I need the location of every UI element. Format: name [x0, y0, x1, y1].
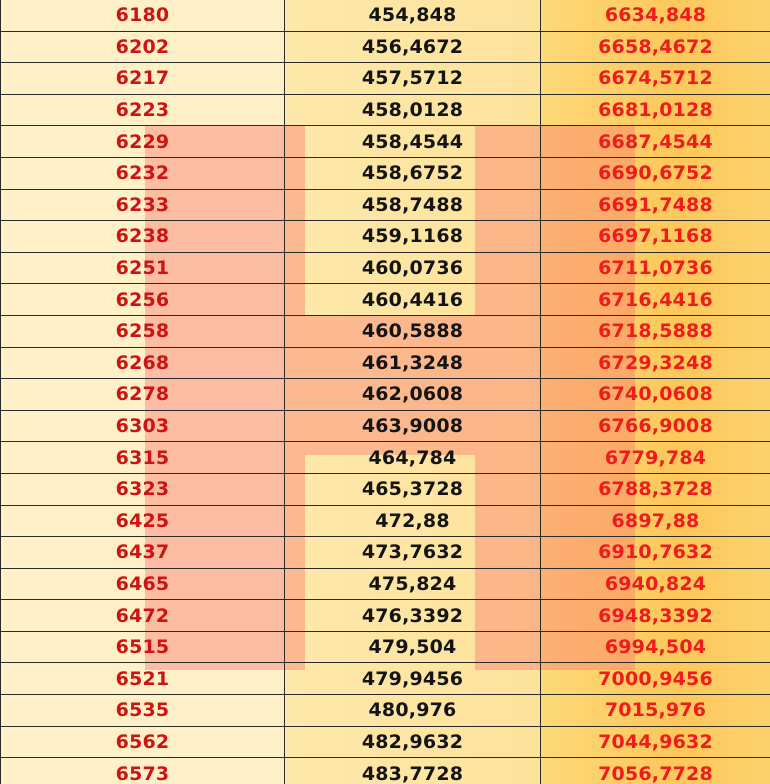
- total-value-cell[interactable]: 6994,504: [541, 631, 770, 663]
- id-cell[interactable]: 6251: [1, 252, 285, 284]
- id-cell[interactable]: 6315: [1, 442, 285, 474]
- base-value-cell[interactable]: 462,0608: [285, 379, 541, 411]
- id-cell[interactable]: 6573: [1, 758, 285, 784]
- base-value-cell[interactable]: 472,88: [285, 505, 541, 537]
- id-cell[interactable]: 6217: [1, 63, 285, 95]
- base-value-cell[interactable]: 483,7728: [285, 758, 541, 784]
- total-value-cell[interactable]: 6697,1168: [541, 221, 770, 253]
- id-cell[interactable]: 6256: [1, 284, 285, 316]
- table-row: [1, 284, 770, 316]
- total-value-cell[interactable]: 6716,4416: [541, 284, 770, 316]
- id-cell[interactable]: 6233: [1, 189, 285, 221]
- total-value-cell[interactable]: 6687,4544: [541, 126, 770, 158]
- table-row: [1, 252, 770, 284]
- base-value-cell[interactable]: 473,7632: [285, 537, 541, 569]
- table-row: [1, 126, 770, 158]
- base-value-cell[interactable]: 458,4544: [285, 126, 541, 158]
- total-value-cell[interactable]: 6681,0128: [541, 94, 770, 126]
- table-row: [1, 347, 770, 379]
- id-cell[interactable]: 6258: [1, 315, 285, 347]
- total-value-cell[interactable]: 6897,88: [541, 505, 770, 537]
- total-value-cell[interactable]: 6740,0608: [541, 379, 770, 411]
- id-cell[interactable]: 6238: [1, 221, 285, 253]
- table-row: [1, 473, 770, 505]
- total-value-cell[interactable]: 7044,9632: [541, 726, 770, 758]
- table-row: [1, 442, 770, 474]
- table-row: [1, 94, 770, 126]
- table-row: [1, 537, 770, 569]
- total-value-cell[interactable]: 6729,3248: [541, 347, 770, 379]
- table-row: [1, 189, 770, 221]
- base-value-cell[interactable]: 464,784: [285, 442, 541, 474]
- total-value-cell[interactable]: 7056,7728: [541, 758, 770, 784]
- total-value-cell[interactable]: 7000,9456: [541, 663, 770, 695]
- id-cell[interactable]: 6535: [1, 695, 285, 727]
- base-value-cell[interactable]: 460,0736: [285, 252, 541, 284]
- base-value-cell[interactable]: 458,7488: [285, 189, 541, 221]
- id-cell[interactable]: 6223: [1, 94, 285, 126]
- table-row: [1, 631, 770, 663]
- id-cell[interactable]: 6425: [1, 505, 285, 537]
- base-value-cell[interactable]: 460,5888: [285, 315, 541, 347]
- id-cell[interactable]: 6278: [1, 379, 285, 411]
- table-row: [1, 726, 770, 758]
- base-value-cell[interactable]: 463,9008: [285, 410, 541, 442]
- total-value-cell[interactable]: 6948,3392: [541, 600, 770, 632]
- total-value-cell[interactable]: 6690,6752: [541, 157, 770, 189]
- table-row: [1, 410, 770, 442]
- id-cell[interactable]: 6562: [1, 726, 285, 758]
- total-value-cell[interactable]: 6779,784: [541, 442, 770, 474]
- table-row: [1, 157, 770, 189]
- base-value-cell[interactable]: 457,5712: [285, 63, 541, 95]
- base-value-cell[interactable]: 459,1168: [285, 221, 541, 253]
- id-cell[interactable]: 6232: [1, 157, 285, 189]
- table-row: [1, 221, 770, 253]
- table-row: [1, 758, 770, 784]
- base-value-cell[interactable]: 482,9632: [285, 726, 541, 758]
- id-cell[interactable]: 6180: [1, 0, 285, 31]
- total-value-cell[interactable]: 6658,4672: [541, 31, 770, 63]
- total-value-cell[interactable]: 6634,848: [541, 0, 770, 31]
- base-value-cell[interactable]: 456,4672: [285, 31, 541, 63]
- table-row: [1, 31, 770, 63]
- total-value-cell[interactable]: 6674,5712: [541, 63, 770, 95]
- base-value-cell[interactable]: 476,3392: [285, 600, 541, 632]
- id-cell[interactable]: 6437: [1, 537, 285, 569]
- table-row: [1, 505, 770, 537]
- base-value-cell[interactable]: 479,504: [285, 631, 541, 663]
- id-cell[interactable]: 6465: [1, 568, 285, 600]
- base-value-cell[interactable]: 461,3248: [285, 347, 541, 379]
- table-body: [1, 0, 770, 784]
- table-row: [1, 600, 770, 632]
- table-row: [1, 0, 770, 31]
- base-value-cell[interactable]: 465,3728: [285, 473, 541, 505]
- base-value-cell[interactable]: 475,824: [285, 568, 541, 600]
- id-cell[interactable]: 6472: [1, 600, 285, 632]
- base-value-cell[interactable]: 458,0128: [285, 94, 541, 126]
- table-row: [1, 315, 770, 347]
- id-cell[interactable]: 6202: [1, 31, 285, 63]
- table-row: [1, 568, 770, 600]
- id-cell[interactable]: 6303: [1, 410, 285, 442]
- table-row: [1, 663, 770, 695]
- base-value-cell[interactable]: 479,9456: [285, 663, 541, 695]
- total-value-cell[interactable]: 6788,3728: [541, 473, 770, 505]
- id-cell[interactable]: 6515: [1, 631, 285, 663]
- id-cell[interactable]: 6521: [1, 663, 285, 695]
- total-value-cell[interactable]: 6910,7632: [541, 537, 770, 569]
- base-value-cell[interactable]: 458,6752: [285, 157, 541, 189]
- table-row: [1, 695, 770, 727]
- total-value-cell[interactable]: 6718,5888: [541, 315, 770, 347]
- total-value-cell[interactable]: 6691,7488: [541, 189, 770, 221]
- id-cell[interactable]: 6268: [1, 347, 285, 379]
- total-value-cell[interactable]: 6940,824: [541, 568, 770, 600]
- total-value-cell[interactable]: 7015,976: [541, 695, 770, 727]
- total-value-cell[interactable]: 6766,9008: [541, 410, 770, 442]
- id-cell[interactable]: 6323: [1, 473, 285, 505]
- id-cell[interactable]: 6229: [1, 126, 285, 158]
- base-value-cell[interactable]: 454,848: [285, 0, 541, 31]
- base-value-cell[interactable]: 460,4416: [285, 284, 541, 316]
- table-row: [1, 379, 770, 411]
- total-value-cell[interactable]: 6711,0736: [541, 252, 770, 284]
- table-row: [1, 63, 770, 95]
- base-value-cell[interactable]: 480,976: [285, 695, 541, 727]
